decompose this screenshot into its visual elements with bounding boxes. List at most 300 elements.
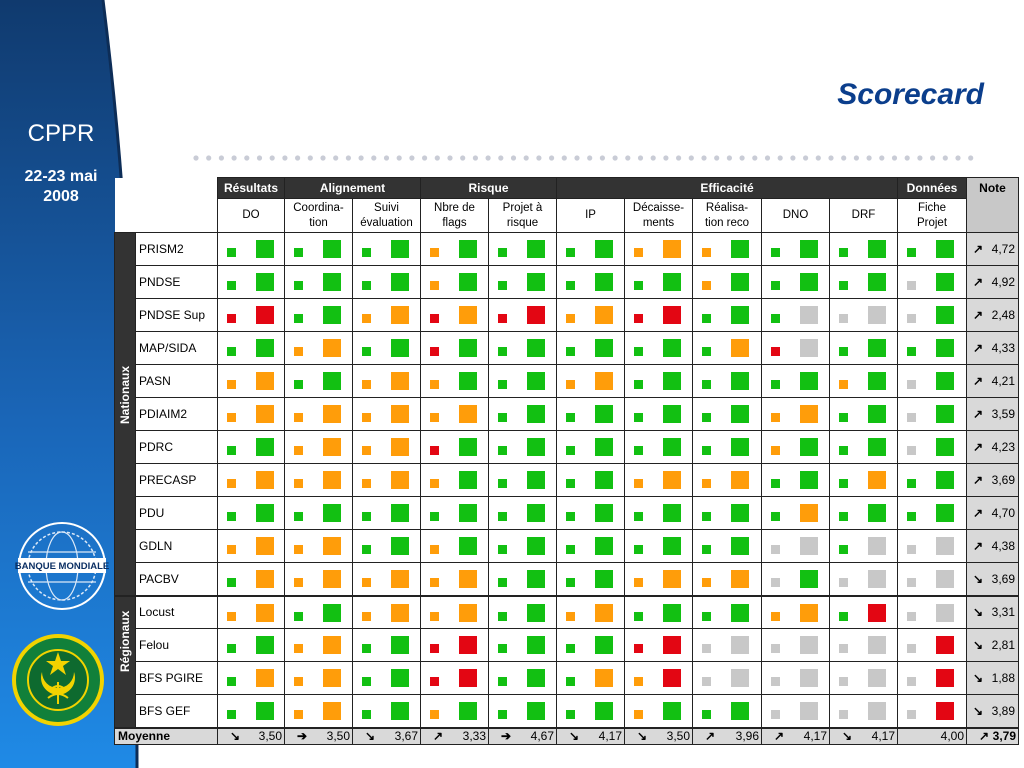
group-header: Résultats <box>218 178 285 199</box>
score-cell <box>489 563 557 596</box>
score-cell <box>830 332 898 365</box>
subheader-row <box>115 199 1019 233</box>
score-indicator-large <box>595 372 613 390</box>
score-indicator-small <box>702 413 711 422</box>
score-indicator-small <box>294 347 303 356</box>
separator-dot <box>435 155 440 160</box>
score-indicator-small <box>566 347 575 356</box>
score-indicator-small <box>294 479 303 488</box>
score-indicator-large <box>256 240 274 258</box>
section-label-text: Nationaux <box>118 365 132 424</box>
score-indicator-small <box>294 644 303 653</box>
score-cell <box>830 299 898 332</box>
score-indicator-large <box>323 339 341 357</box>
moyenne-value-cell <box>353 728 421 745</box>
score-cell <box>898 695 967 728</box>
score-indicator-small <box>634 314 643 323</box>
note-value: 3,69 <box>991 571 1015 586</box>
score-cell <box>693 530 762 563</box>
score-cell <box>353 662 421 695</box>
score-cell <box>898 530 967 563</box>
score-indicator-large <box>936 702 954 720</box>
score-indicator-small <box>566 512 575 521</box>
score-cell <box>218 365 285 398</box>
separator-dot <box>905 155 910 160</box>
score-indicator-small <box>362 380 371 389</box>
score-indicator-small <box>702 314 711 323</box>
score-indicator-small <box>498 512 507 521</box>
score-cell <box>285 266 353 299</box>
score-cell <box>557 596 625 629</box>
score-indicator-small <box>702 479 711 488</box>
score-cell <box>762 332 830 365</box>
score-cell <box>693 695 762 728</box>
table-row <box>115 464 1019 497</box>
score-cell <box>693 365 762 398</box>
score-indicator-large <box>868 405 886 423</box>
separator-dot <box>232 155 237 160</box>
score-indicator-small <box>227 479 236 488</box>
score-indicator-large <box>527 537 545 555</box>
group-header: Alignement <box>285 178 421 199</box>
score-cell <box>421 464 489 497</box>
score-indicator-small <box>566 248 575 257</box>
score-cell <box>218 695 285 728</box>
score-indicator-small <box>294 677 303 686</box>
header-blank <box>115 178 218 199</box>
score-cell <box>218 629 285 662</box>
score-indicator-small <box>430 512 439 521</box>
score-indicator-small <box>430 644 439 653</box>
trend-up-icon: ↗ <box>433 729 444 744</box>
note-value: 1,88 <box>991 671 1015 685</box>
score-indicator-large <box>868 636 886 654</box>
score-indicator-small <box>771 612 780 621</box>
score-indicator-small <box>362 644 371 653</box>
moyenne-value-cell <box>421 728 489 745</box>
note-value: 4,70 <box>991 506 1015 520</box>
score-cell <box>693 266 762 299</box>
score-cell <box>557 266 625 299</box>
score-indicator-small <box>907 281 916 290</box>
score-cell <box>830 431 898 464</box>
score-indicator-large <box>391 339 409 357</box>
score-indicator-large <box>527 570 545 588</box>
table-row <box>115 596 1019 629</box>
moyenne-value-cell <box>285 728 353 745</box>
moyenne-value-cell <box>830 728 898 745</box>
separator-dot <box>740 155 745 160</box>
separator-dot <box>473 155 478 160</box>
score-indicator-large <box>391 570 409 588</box>
separator-dot <box>359 155 364 160</box>
moyenne-value: 4,00 <box>940 729 964 744</box>
score-indicator-small <box>702 578 711 587</box>
section-label-text: Régionaux <box>118 610 132 672</box>
trend-up-icon: ↗ <box>973 440 984 454</box>
score-cell <box>421 695 489 728</box>
score-cell <box>489 332 557 365</box>
score-indicator-large <box>323 504 341 522</box>
separator-dot <box>689 155 694 160</box>
project-name: PRECASP <box>136 464 218 497</box>
note-value: 3,89 <box>991 703 1015 718</box>
project-name: BFS PGIRE <box>136 662 218 695</box>
score-indicator-small <box>839 479 848 488</box>
score-cell <box>218 662 285 695</box>
trend-up-icon: ↗ <box>705 729 716 744</box>
score-indicator-large <box>391 504 409 522</box>
score-indicator-large <box>800 405 818 423</box>
score-indicator-small <box>362 446 371 455</box>
score-indicator-large <box>868 240 886 258</box>
score-indicator-small <box>498 248 507 257</box>
score-cell <box>693 497 762 530</box>
score-cell <box>898 431 967 464</box>
score-cell <box>693 563 762 596</box>
score-cell <box>421 299 489 332</box>
score-indicator-large <box>256 405 274 423</box>
score-indicator-small <box>907 413 916 422</box>
group-header: Risque <box>421 178 557 199</box>
sidebar-title: CPPR <box>27 120 95 147</box>
score-indicator-large <box>391 240 409 258</box>
score-indicator-small <box>839 446 848 455</box>
score-cell <box>218 299 285 332</box>
score-indicator-large <box>527 604 545 622</box>
score-indicator-large <box>663 306 681 324</box>
score-indicator-small <box>294 578 303 587</box>
separator-dot <box>384 155 389 160</box>
score-cell <box>762 464 830 497</box>
score-cell <box>762 431 830 464</box>
score-indicator-large <box>256 372 274 390</box>
score-cell <box>898 266 967 299</box>
score-indicator-small <box>702 677 711 686</box>
moyenne-value: 4,17 <box>871 729 895 744</box>
score-indicator-large <box>391 471 409 489</box>
score-indicator-large <box>868 702 886 720</box>
project-name: BFS GEF <box>136 695 218 728</box>
separator-dot <box>422 155 427 160</box>
score-cell <box>353 431 421 464</box>
separator-dot <box>460 155 465 160</box>
score-indicator-small <box>907 578 916 587</box>
score-cell <box>625 563 693 596</box>
score-indicator-small <box>907 380 916 389</box>
separator-dot <box>765 155 770 160</box>
score-indicator-small <box>227 380 236 389</box>
separator-dot <box>816 155 821 160</box>
score-indicator-large <box>256 438 274 456</box>
score-indicator-large <box>595 504 613 522</box>
score-cell <box>625 530 693 563</box>
score-cell <box>353 629 421 662</box>
score-indicator-large <box>731 537 749 555</box>
score-indicator-large <box>868 537 886 555</box>
score-indicator-small <box>702 248 711 257</box>
note-header: Note <box>967 178 1019 233</box>
score-indicator-small <box>362 612 371 621</box>
score-cell <box>218 464 285 497</box>
separator-dot <box>943 155 948 160</box>
separator-dot <box>206 155 211 160</box>
section-label <box>115 596 136 728</box>
page-title: Scorecard <box>837 78 984 111</box>
score-indicator-large <box>256 306 274 324</box>
score-indicator-small <box>227 314 236 323</box>
moyenne-value-cell <box>898 728 967 745</box>
trend-down-icon: ↘ <box>230 729 241 744</box>
note-value: 4,92 <box>991 275 1015 289</box>
score-indicator-small <box>702 347 711 356</box>
moyenne-value-cell <box>693 728 762 745</box>
score-indicator-small <box>839 248 848 257</box>
score-indicator-small <box>907 512 916 521</box>
score-indicator-large <box>663 273 681 291</box>
table-row <box>115 662 1019 695</box>
score-indicator-large <box>459 273 477 291</box>
score-cell <box>353 365 421 398</box>
project-name: PNDSE <box>136 266 218 299</box>
score-cell <box>830 266 898 299</box>
score-indicator-small <box>771 545 780 554</box>
note-value: 3,59 <box>991 407 1015 421</box>
score-indicator-small <box>362 281 371 290</box>
score-indicator-large <box>595 306 613 324</box>
moyenne-value: 3,50 <box>258 729 282 744</box>
score-cell <box>762 629 830 662</box>
score-cell <box>898 299 967 332</box>
score-indicator-small <box>771 413 780 422</box>
score-cell <box>898 464 967 497</box>
project-name: PNDSE Sup <box>136 299 218 332</box>
score-indicator-large <box>936 636 954 654</box>
separator-dot <box>244 155 249 160</box>
score-cell <box>421 431 489 464</box>
score-cell <box>218 563 285 596</box>
score-indicator-small <box>634 545 643 554</box>
score-indicator-large <box>256 702 274 720</box>
score-cell <box>898 497 967 530</box>
trend-up-icon: ↗ <box>973 242 984 256</box>
score-indicator-large <box>459 339 477 357</box>
score-indicator-small <box>566 446 575 455</box>
score-indicator-small <box>566 479 575 488</box>
score-indicator-small <box>227 512 236 521</box>
score-indicator-small <box>771 281 780 290</box>
score-cell <box>557 695 625 728</box>
score-indicator-large <box>323 604 341 622</box>
note-cell <box>967 497 1019 530</box>
score-indicator-small <box>362 479 371 488</box>
project-name: PACBV <box>136 563 218 596</box>
score-cell <box>557 464 625 497</box>
score-cell <box>830 530 898 563</box>
score-cell <box>218 530 285 563</box>
score-indicator-small <box>907 446 916 455</box>
score-indicator-small <box>839 347 848 356</box>
score-indicator-small <box>702 281 711 290</box>
separator-dot <box>257 155 262 160</box>
score-indicator-large <box>391 636 409 654</box>
score-indicator-small <box>498 545 507 554</box>
score-cell <box>353 596 421 629</box>
table-row <box>115 497 1019 530</box>
project-name: Locust <box>136 596 218 629</box>
score-indicator-large <box>800 604 818 622</box>
score-cell <box>285 695 353 728</box>
score-indicator-large <box>936 240 954 258</box>
score-indicator-large <box>459 669 477 687</box>
separator-dot <box>536 155 541 160</box>
score-indicator-large <box>663 339 681 357</box>
separator-dot <box>549 155 554 160</box>
separator-dot <box>879 155 884 160</box>
score-cell <box>353 563 421 596</box>
score-cell <box>830 662 898 695</box>
score-cell <box>421 530 489 563</box>
moyenne-value: 3,50 <box>666 729 690 744</box>
score-indicator-small <box>430 479 439 488</box>
score-cell <box>762 398 830 431</box>
separator-dot <box>447 155 452 160</box>
score-cell <box>421 563 489 596</box>
moyenne-value: 4,67 <box>530 729 554 744</box>
score-indicator-large <box>256 570 274 588</box>
score-cell <box>285 365 353 398</box>
score-indicator-small <box>839 545 848 554</box>
score-cell <box>489 497 557 530</box>
score-indicator-large <box>527 636 545 654</box>
trend-up-icon: ↗ <box>973 341 984 355</box>
score-cell <box>557 299 625 332</box>
trend-up-icon: ↗ <box>973 473 984 487</box>
score-indicator-large <box>527 273 545 291</box>
note-cell <box>967 662 1019 695</box>
score-indicator-small <box>634 446 643 455</box>
score-indicator-large <box>936 537 954 555</box>
moyenne-value: 3,67 <box>394 729 418 744</box>
score-indicator-large <box>256 273 274 291</box>
separator-dot <box>511 155 516 160</box>
score-indicator-small <box>227 710 236 719</box>
column-header: Coordina- tion <box>285 199 353 233</box>
score-cell <box>898 629 967 662</box>
score-cell <box>285 398 353 431</box>
separator-dot <box>397 155 402 160</box>
table-row <box>115 695 1019 728</box>
score-indicator-small <box>702 446 711 455</box>
moyenne-value-cell <box>762 728 830 745</box>
separator-dot <box>600 155 605 160</box>
score-indicator-small <box>430 578 439 587</box>
score-cell <box>489 530 557 563</box>
table-row <box>115 431 1019 464</box>
score-cell <box>557 233 625 266</box>
column-header: Suivi évaluation <box>353 199 421 233</box>
project-name: PDU <box>136 497 218 530</box>
score-indicator-large <box>527 240 545 258</box>
score-indicator-large <box>323 273 341 291</box>
score-cell <box>353 299 421 332</box>
trend-up-icon: ↗ <box>973 539 984 553</box>
score-indicator-large <box>936 438 954 456</box>
score-cell <box>762 530 830 563</box>
trend-up-icon: ↗ <box>774 729 785 744</box>
score-indicator-small <box>907 479 916 488</box>
score-cell <box>693 398 762 431</box>
score-indicator-large <box>663 570 681 588</box>
score-indicator-small <box>294 314 303 323</box>
score-cell <box>693 233 762 266</box>
score-indicator-small <box>362 248 371 257</box>
score-cell <box>830 398 898 431</box>
score-indicator-large <box>595 537 613 555</box>
separator-dot <box>524 155 529 160</box>
separator-dot <box>295 155 300 160</box>
score-indicator-large <box>731 273 749 291</box>
score-indicator-large <box>595 702 613 720</box>
note-cell <box>967 233 1019 266</box>
moyenne-value-cell <box>625 728 693 745</box>
separator-dot <box>320 155 325 160</box>
score-indicator-small <box>566 314 575 323</box>
score-indicator-large <box>323 669 341 687</box>
score-indicator-small <box>430 612 439 621</box>
score-indicator-small <box>498 314 507 323</box>
column-header: IP <box>557 199 625 233</box>
score-indicator-large <box>800 240 818 258</box>
score-indicator-large <box>527 669 545 687</box>
score-indicator-large <box>800 570 818 588</box>
table-row <box>115 365 1019 398</box>
score-cell <box>421 662 489 695</box>
score-cell <box>421 266 489 299</box>
score-indicator-large <box>731 339 749 357</box>
column-header: Réalisa- tion reco <box>693 199 762 233</box>
score-indicator-small <box>362 578 371 587</box>
score-indicator-large <box>595 570 613 588</box>
score-cell <box>830 497 898 530</box>
score-indicator-small <box>907 347 916 356</box>
score-indicator-small <box>771 347 780 356</box>
score-indicator-small <box>294 248 303 257</box>
note-value: 3,69 <box>991 473 1015 487</box>
score-cell <box>625 266 693 299</box>
separator-dot <box>270 155 275 160</box>
score-cell <box>353 233 421 266</box>
score-indicator-small <box>771 248 780 257</box>
score-cell <box>218 266 285 299</box>
score-cell <box>762 299 830 332</box>
separator-dot <box>892 155 897 160</box>
score-cell <box>830 233 898 266</box>
moyenne-note-cell <box>967 728 1019 745</box>
score-indicator-small <box>566 281 575 290</box>
score-cell <box>421 332 489 365</box>
score-indicator-large <box>936 471 954 489</box>
trend-down-icon: ↘ <box>569 729 580 744</box>
score-cell <box>625 695 693 728</box>
score-cell <box>693 596 762 629</box>
score-indicator-large <box>459 702 477 720</box>
score-cell <box>898 662 967 695</box>
score-indicator-small <box>498 644 507 653</box>
score-indicator-large <box>663 702 681 720</box>
score-indicator-large <box>731 306 749 324</box>
trend-down-icon: ↘ <box>973 671 984 685</box>
